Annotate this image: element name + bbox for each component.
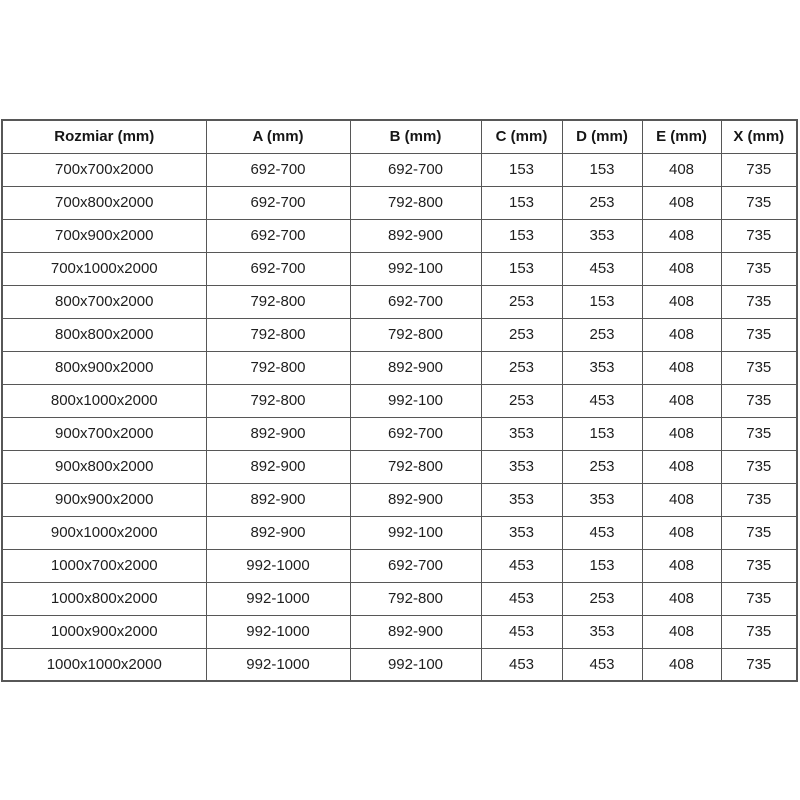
table-cell: 792-800 bbox=[206, 318, 350, 351]
table-row bbox=[2, 615, 797, 648]
table-row bbox=[2, 384, 797, 417]
table-cell: 735 bbox=[721, 648, 797, 681]
table-cell: 253 bbox=[481, 318, 562, 351]
table-cell: 353 bbox=[562, 615, 642, 648]
table-cell: 408 bbox=[642, 582, 721, 615]
table-cell: 408 bbox=[642, 483, 721, 516]
table-row bbox=[2, 483, 797, 516]
table-cell: 700x800x2000 bbox=[2, 186, 206, 219]
table-cell: 735 bbox=[721, 318, 797, 351]
table-row bbox=[2, 318, 797, 351]
column-header: C (mm) bbox=[481, 120, 562, 153]
table-row bbox=[2, 351, 797, 384]
table-cell: 735 bbox=[721, 285, 797, 318]
table-cell: 800x700x2000 bbox=[2, 285, 206, 318]
table-cell: 453 bbox=[562, 516, 642, 549]
table-cell: 992-1000 bbox=[206, 549, 350, 582]
column-header: X (mm) bbox=[721, 120, 797, 153]
table-cell: 700x700x2000 bbox=[2, 153, 206, 186]
table-cell: 253 bbox=[562, 186, 642, 219]
table-cell: 892-900 bbox=[206, 516, 350, 549]
table-cell: 453 bbox=[481, 615, 562, 648]
table-cell: 900x800x2000 bbox=[2, 450, 206, 483]
table-cell: 800x900x2000 bbox=[2, 351, 206, 384]
table-cell: 353 bbox=[481, 417, 562, 450]
table-cell: 1000x800x2000 bbox=[2, 582, 206, 615]
table-cell: 992-1000 bbox=[206, 615, 350, 648]
column-header: B (mm) bbox=[350, 120, 481, 153]
table-cell: 408 bbox=[642, 384, 721, 417]
table-cell: 453 bbox=[562, 384, 642, 417]
column-header: Rozmiar (mm) bbox=[2, 120, 206, 153]
table-cell: 453 bbox=[481, 648, 562, 681]
table-cell: 253 bbox=[562, 582, 642, 615]
table-cell: 892-900 bbox=[206, 483, 350, 516]
table-cell: 892-900 bbox=[206, 417, 350, 450]
table-cell: 735 bbox=[721, 384, 797, 417]
table-cell: 735 bbox=[721, 219, 797, 252]
table-cell: 992-1000 bbox=[206, 648, 350, 681]
table-cell: 792-800 bbox=[350, 582, 481, 615]
table-cell: 992-1000 bbox=[206, 582, 350, 615]
table-cell: 408 bbox=[642, 219, 721, 252]
table-cell: 992-100 bbox=[350, 252, 481, 285]
table-cell: 153 bbox=[481, 186, 562, 219]
table-cell: 800x800x2000 bbox=[2, 318, 206, 351]
table-cell: 700x900x2000 bbox=[2, 219, 206, 252]
table-cell: 692-700 bbox=[350, 153, 481, 186]
table-cell: 735 bbox=[721, 582, 797, 615]
table-cell: 453 bbox=[481, 549, 562, 582]
table-cell: 992-100 bbox=[350, 648, 481, 681]
table-cell: 408 bbox=[642, 417, 721, 450]
table-cell: 992-100 bbox=[350, 384, 481, 417]
table-cell: 408 bbox=[642, 285, 721, 318]
table-cell: 892-900 bbox=[350, 219, 481, 252]
table-body bbox=[2, 153, 797, 681]
table-cell: 453 bbox=[481, 582, 562, 615]
table-cell: 735 bbox=[721, 450, 797, 483]
table-cell: 735 bbox=[721, 252, 797, 285]
table-cell: 353 bbox=[481, 450, 562, 483]
table-cell: 408 bbox=[642, 516, 721, 549]
table-cell: 408 bbox=[642, 648, 721, 681]
table-cell: 353 bbox=[562, 219, 642, 252]
table-row bbox=[2, 582, 797, 615]
table-row bbox=[2, 285, 797, 318]
table-cell: 792-800 bbox=[206, 384, 350, 417]
table-row bbox=[2, 516, 797, 549]
table-cell: 792-800 bbox=[206, 351, 350, 384]
table-cell: 900x700x2000 bbox=[2, 417, 206, 450]
table-row bbox=[2, 153, 797, 186]
table-cell: 408 bbox=[642, 153, 721, 186]
table-cell: 453 bbox=[562, 252, 642, 285]
table-row bbox=[2, 549, 797, 582]
table-cell: 692-700 bbox=[350, 549, 481, 582]
table-cell: 353 bbox=[481, 483, 562, 516]
table-cell: 1000x900x2000 bbox=[2, 615, 206, 648]
table-cell: 1000x1000x2000 bbox=[2, 648, 206, 681]
table-cell: 792-800 bbox=[206, 285, 350, 318]
table-cell: 408 bbox=[642, 318, 721, 351]
table-cell: 253 bbox=[481, 351, 562, 384]
table-cell: 792-800 bbox=[350, 450, 481, 483]
column-header: A (mm) bbox=[206, 120, 350, 153]
table-cell: 692-700 bbox=[206, 252, 350, 285]
table-row bbox=[2, 450, 797, 483]
table-row bbox=[2, 417, 797, 450]
table-head bbox=[2, 120, 797, 153]
table-cell: 892-900 bbox=[350, 615, 481, 648]
table-cell: 692-700 bbox=[206, 219, 350, 252]
table-cell: 408 bbox=[642, 252, 721, 285]
table-cell: 408 bbox=[642, 615, 721, 648]
table-cell: 153 bbox=[562, 549, 642, 582]
table-cell: 153 bbox=[481, 153, 562, 186]
table-cell: 153 bbox=[562, 417, 642, 450]
table-cell: 253 bbox=[562, 318, 642, 351]
table-cell: 892-900 bbox=[350, 483, 481, 516]
column-header: E (mm) bbox=[642, 120, 721, 153]
table-cell: 253 bbox=[481, 285, 562, 318]
table-cell: 800x1000x2000 bbox=[2, 384, 206, 417]
table-cell: 735 bbox=[721, 483, 797, 516]
table-header-row bbox=[2, 120, 797, 153]
table-cell: 1000x700x2000 bbox=[2, 549, 206, 582]
table-cell: 892-900 bbox=[206, 450, 350, 483]
table-row bbox=[2, 186, 797, 219]
table-cell: 992-100 bbox=[350, 516, 481, 549]
table-cell: 408 bbox=[642, 549, 721, 582]
table-row bbox=[2, 252, 797, 285]
table-cell: 408 bbox=[642, 186, 721, 219]
table-cell: 453 bbox=[562, 648, 642, 681]
table-cell: 153 bbox=[481, 252, 562, 285]
table-cell: 253 bbox=[562, 450, 642, 483]
table-cell: 692-700 bbox=[206, 153, 350, 186]
table-cell: 692-700 bbox=[350, 417, 481, 450]
table-cell: 735 bbox=[721, 186, 797, 219]
column-header: D (mm) bbox=[562, 120, 642, 153]
table-cell: 153 bbox=[562, 285, 642, 318]
table-cell: 735 bbox=[721, 417, 797, 450]
table-cell: 900x1000x2000 bbox=[2, 516, 206, 549]
size-spec-table bbox=[1, 119, 798, 682]
table-cell: 253 bbox=[481, 384, 562, 417]
table-cell: 353 bbox=[481, 516, 562, 549]
table-cell: 408 bbox=[642, 450, 721, 483]
table-cell: 735 bbox=[721, 516, 797, 549]
table-cell: 692-700 bbox=[206, 186, 350, 219]
table-cell: 735 bbox=[721, 351, 797, 384]
table-row bbox=[2, 648, 797, 681]
table-cell: 735 bbox=[721, 615, 797, 648]
table-cell: 353 bbox=[562, 351, 642, 384]
table-cell: 792-800 bbox=[350, 186, 481, 219]
table-cell: 153 bbox=[481, 219, 562, 252]
table-cell: 692-700 bbox=[350, 285, 481, 318]
table-cell: 700x1000x2000 bbox=[2, 252, 206, 285]
table-cell: 792-800 bbox=[350, 318, 481, 351]
table-cell: 153 bbox=[562, 153, 642, 186]
table-row bbox=[2, 219, 797, 252]
table-cell: 353 bbox=[562, 483, 642, 516]
table-cell: 735 bbox=[721, 549, 797, 582]
table-cell: 408 bbox=[642, 351, 721, 384]
table-cell: 735 bbox=[721, 153, 797, 186]
table-cell: 892-900 bbox=[350, 351, 481, 384]
table-cell: 900x900x2000 bbox=[2, 483, 206, 516]
